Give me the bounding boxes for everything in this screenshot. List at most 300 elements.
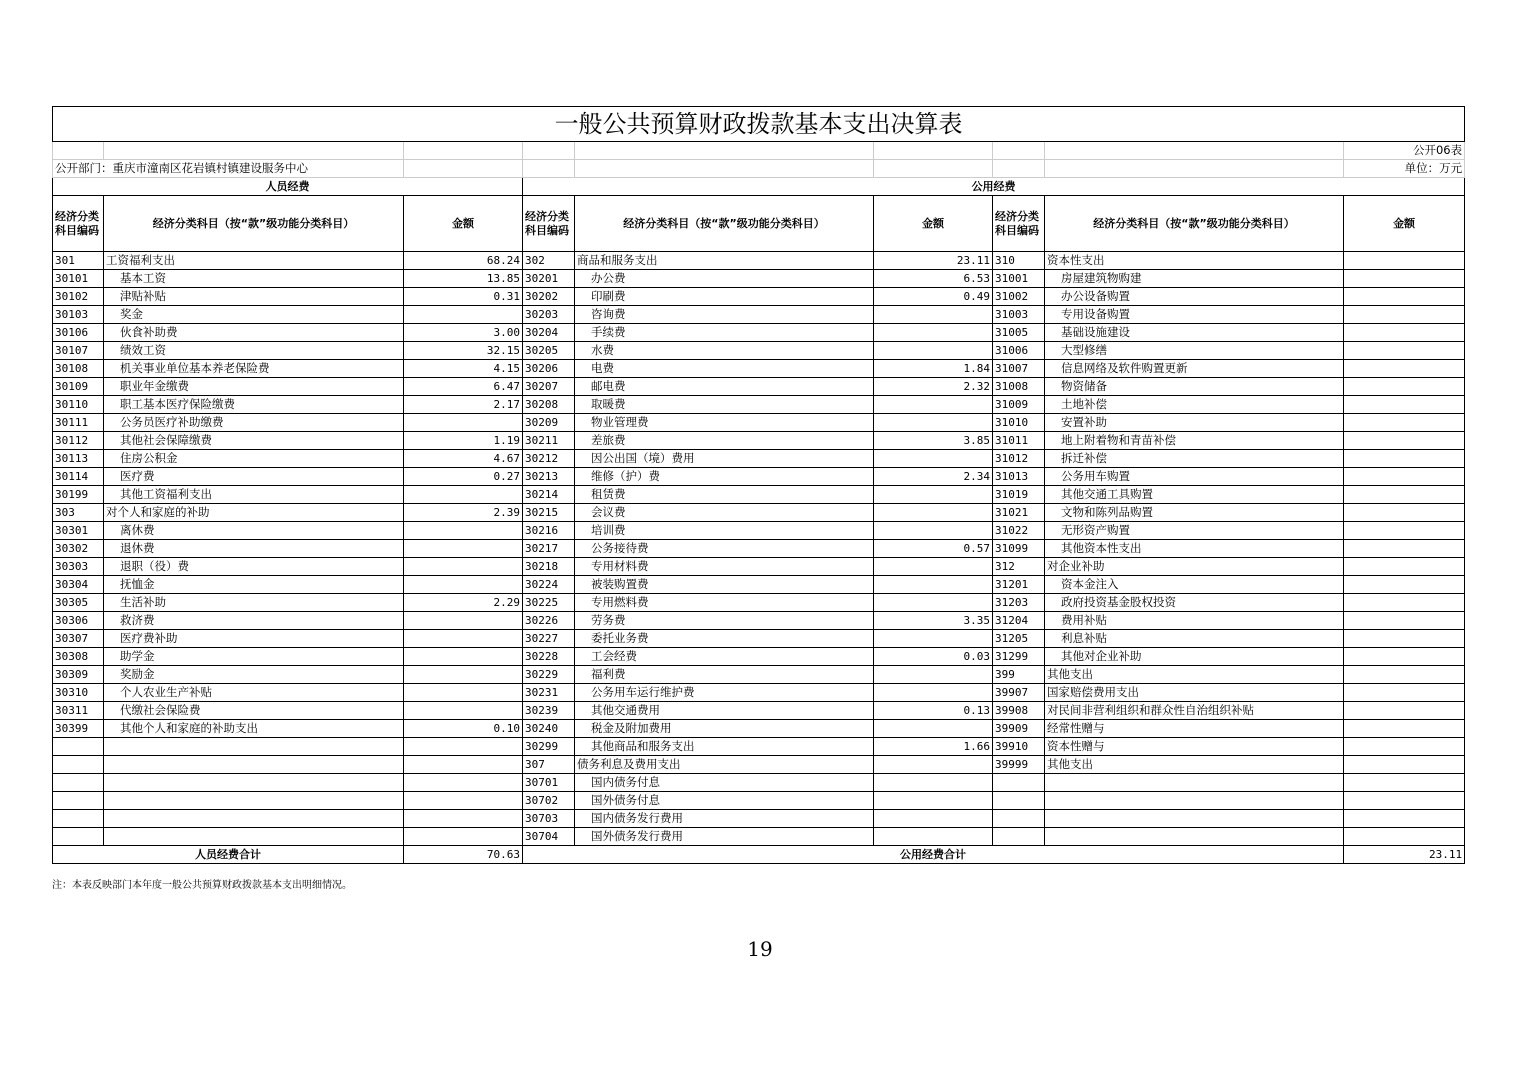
item-amount — [1344, 684, 1465, 702]
item-amount: 6.53 — [874, 270, 993, 288]
col-header-name: 经济分类科目（按“款”级功能分类科目） — [575, 196, 874, 252]
personnel-total-amount: 70.63 — [404, 846, 523, 864]
report-title: 一般公共预算财政拨款基本支出决算表 — [53, 107, 1465, 142]
table-row — [53, 828, 1465, 846]
item-name: 津贴补贴 — [104, 288, 404, 306]
item-amount: 2.34 — [874, 468, 993, 486]
item-code: 30207 — [523, 378, 575, 396]
item-name: 会议费 — [575, 504, 874, 522]
item-amount — [874, 756, 993, 774]
item-name: 公务接待费 — [575, 540, 874, 558]
item-amount — [1344, 738, 1465, 756]
item-code — [53, 774, 104, 792]
item-name: 救济费 — [104, 612, 404, 630]
item-code: 31002 — [993, 288, 1045, 306]
item-amount: 0.57 — [874, 540, 993, 558]
item-name: 租赁费 — [575, 486, 874, 504]
item-name: 对个人和家庭的补助 — [104, 504, 404, 522]
item-name: 医疗费 — [104, 468, 404, 486]
item-code: 301 — [53, 252, 104, 270]
item-amount — [1344, 378, 1465, 396]
item-name: 无形资产购置 — [1045, 522, 1344, 540]
item-code: 30107 — [53, 342, 104, 360]
item-amount: 6.47 — [404, 378, 523, 396]
table-row — [53, 270, 1465, 288]
item-amount — [874, 486, 993, 504]
item-amount: 1.84 — [874, 360, 993, 378]
item-code: 30704 — [523, 828, 575, 846]
item-name — [1045, 792, 1344, 810]
item-name: 奖励金 — [104, 666, 404, 684]
item-name: 办公费 — [575, 270, 874, 288]
item-name: 公务用车运行维护费 — [575, 684, 874, 702]
item-amount — [1344, 612, 1465, 630]
item-name: 资本金注入 — [1045, 576, 1344, 594]
item-code: 39908 — [993, 702, 1045, 720]
item-amount: 0.13 — [874, 702, 993, 720]
item-code — [53, 810, 104, 828]
item-code: 30399 — [53, 720, 104, 738]
item-amount: 0.10 — [404, 720, 523, 738]
item-code: 31203 — [993, 594, 1045, 612]
item-name: 国家赔偿费用支出 — [1045, 684, 1344, 702]
item-name: 退休费 — [104, 540, 404, 558]
table-row — [53, 792, 1465, 810]
item-code — [993, 828, 1045, 846]
item-amount — [1344, 504, 1465, 522]
item-amount — [404, 558, 523, 576]
item-code: 310 — [993, 252, 1045, 270]
item-name: 基本工资 — [104, 270, 404, 288]
item-amount — [404, 774, 523, 792]
item-name: 地上附着物和青苗补偿 — [1045, 432, 1344, 450]
item-code: 31022 — [993, 522, 1045, 540]
item-amount — [1344, 594, 1465, 612]
item-name: 文物和陈列品购置 — [1045, 504, 1344, 522]
item-amount — [874, 774, 993, 792]
item-name: 助学金 — [104, 648, 404, 666]
item-code: 30112 — [53, 432, 104, 450]
item-amount: 4.67 — [404, 450, 523, 468]
item-code: 31201 — [993, 576, 1045, 594]
col-header-code: 经济分类科目编码 — [993, 196, 1045, 252]
item-code: 30213 — [523, 468, 575, 486]
unit-label: 单位：万元 — [1344, 160, 1465, 178]
item-name: 土地补偿 — [1045, 396, 1344, 414]
table-row — [53, 414, 1465, 432]
item-code: 30225 — [523, 594, 575, 612]
col-header-code: 经济分类科目编码 — [523, 196, 575, 252]
item-amount — [1344, 288, 1465, 306]
item-name: 专用材料费 — [575, 558, 874, 576]
item-code: 30101 — [53, 270, 104, 288]
item-code: 30702 — [523, 792, 575, 810]
item-name: 差旅费 — [575, 432, 874, 450]
table-row — [53, 684, 1465, 702]
item-code: 312 — [993, 558, 1045, 576]
item-amount — [1344, 774, 1465, 792]
item-code: 30231 — [523, 684, 575, 702]
table-row — [53, 324, 1465, 342]
item-code: 30301 — [53, 522, 104, 540]
item-name: 退职（役）费 — [104, 558, 404, 576]
item-amount — [1344, 558, 1465, 576]
item-code: 30209 — [523, 414, 575, 432]
item-name: 生活补助 — [104, 594, 404, 612]
department-label: 公开部门：重庆市潼南区花岩镇村镇建设服务中心 — [53, 160, 404, 178]
item-amount — [1344, 360, 1465, 378]
public-total-amount: 23.11 — [1344, 846, 1465, 864]
item-name: 公务用车购置 — [1045, 468, 1344, 486]
item-name: 代缴社会保险费 — [104, 702, 404, 720]
item-amount — [404, 630, 523, 648]
item-amount — [874, 396, 993, 414]
item-amount — [874, 828, 993, 846]
item-amount — [1344, 666, 1465, 684]
col-header-name: 经济分类科目（按“款”级功能分类科目） — [1045, 196, 1344, 252]
item-code: 30240 — [523, 720, 575, 738]
item-code — [993, 810, 1045, 828]
item-amount — [1344, 702, 1465, 720]
item-amount — [1344, 396, 1465, 414]
item-amount: 4.15 — [404, 360, 523, 378]
table-row — [53, 342, 1465, 360]
item-name: 物业管理费 — [575, 414, 874, 432]
item-name: 房屋建筑物购建 — [1045, 270, 1344, 288]
item-code: 303 — [53, 504, 104, 522]
item-amount — [1344, 414, 1465, 432]
item-code: 30205 — [523, 342, 575, 360]
item-name: 拆迁补偿 — [1045, 450, 1344, 468]
item-amount — [874, 558, 993, 576]
item-amount — [1344, 630, 1465, 648]
item-code: 30199 — [53, 486, 104, 504]
item-code: 30310 — [53, 684, 104, 702]
item-name — [104, 756, 404, 774]
item-code: 399 — [993, 666, 1045, 684]
item-code — [993, 774, 1045, 792]
item-name: 抚恤金 — [104, 576, 404, 594]
item-name: 工会经费 — [575, 648, 874, 666]
item-code: 39910 — [993, 738, 1045, 756]
item-amount — [404, 666, 523, 684]
public-total-label: 公用经费合计 — [523, 846, 1344, 864]
item-code: 30307 — [53, 630, 104, 648]
item-name: 电费 — [575, 360, 874, 378]
item-amount — [1344, 720, 1465, 738]
item-name: 其他对企业补助 — [1045, 648, 1344, 666]
item-name: 大型修缮 — [1045, 342, 1344, 360]
item-code: 31021 — [993, 504, 1045, 522]
item-name: 维修（护）费 — [575, 468, 874, 486]
item-amount: 3.35 — [874, 612, 993, 630]
item-code: 30203 — [523, 306, 575, 324]
item-amount: 0.03 — [874, 648, 993, 666]
item-code: 30208 — [523, 396, 575, 414]
item-name: 费用补贴 — [1045, 612, 1344, 630]
item-amount — [1344, 486, 1465, 504]
item-name: 国外债务发行费用 — [575, 828, 874, 846]
item-code: 30216 — [523, 522, 575, 540]
item-name: 其他个人和家庭的补助支出 — [104, 720, 404, 738]
item-name: 职工基本医疗保险缴费 — [104, 396, 404, 414]
item-amount: 0.27 — [404, 468, 523, 486]
item-name: 职业年金缴费 — [104, 378, 404, 396]
item-code: 39909 — [993, 720, 1045, 738]
item-name: 咨询费 — [575, 306, 874, 324]
table-row — [53, 594, 1465, 612]
item-amount — [874, 720, 993, 738]
item-code: 31019 — [993, 486, 1045, 504]
table-row — [53, 630, 1465, 648]
item-code: 30102 — [53, 288, 104, 306]
item-amount — [404, 306, 523, 324]
item-code: 30202 — [523, 288, 575, 306]
item-name: 商品和服务支出 — [575, 252, 874, 270]
item-name: 资本性赠与 — [1045, 738, 1344, 756]
table-row — [53, 756, 1465, 774]
item-name: 取暖费 — [575, 396, 874, 414]
item-code: 31007 — [993, 360, 1045, 378]
item-code: 30113 — [53, 450, 104, 468]
item-code: 30309 — [53, 666, 104, 684]
item-amount: 68.24 — [404, 252, 523, 270]
col-header-amount: 金额 — [404, 196, 523, 252]
item-code: 30201 — [523, 270, 575, 288]
item-name: 办公设备购置 — [1045, 288, 1344, 306]
table-row — [53, 612, 1465, 630]
item-name: 基础设施建设 — [1045, 324, 1344, 342]
item-amount — [404, 648, 523, 666]
item-code: 30239 — [523, 702, 575, 720]
item-amount — [874, 576, 993, 594]
item-amount — [404, 738, 523, 756]
item-name: 手续费 — [575, 324, 874, 342]
item-code: 30108 — [53, 360, 104, 378]
report-document — [52, 106, 1464, 864]
item-name: 政府投资基金股权投资 — [1045, 594, 1344, 612]
table-row — [53, 720, 1465, 738]
table-row — [53, 738, 1465, 756]
item-amount: 0.31 — [404, 288, 523, 306]
item-name: 国外债务付息 — [575, 792, 874, 810]
item-code: 31010 — [993, 414, 1045, 432]
item-code: 30111 — [53, 414, 104, 432]
item-amount — [1344, 810, 1465, 828]
table-row — [53, 810, 1465, 828]
item-name: 委托业务费 — [575, 630, 874, 648]
item-amount: 13.85 — [404, 270, 523, 288]
item-name: 其他商品和服务支出 — [575, 738, 874, 756]
table-row — [53, 504, 1465, 522]
table-row — [53, 360, 1465, 378]
item-name: 税金及附加费用 — [575, 720, 874, 738]
item-name: 住房公积金 — [104, 450, 404, 468]
public-section-header: 公用经费 — [523, 178, 1465, 196]
item-name: 经常性赠与 — [1045, 720, 1344, 738]
item-code — [53, 756, 104, 774]
item-name: 水费 — [575, 342, 874, 360]
item-code: 30227 — [523, 630, 575, 648]
item-amount — [404, 828, 523, 846]
item-name: 专用设备购置 — [1045, 306, 1344, 324]
item-name: 工资福利支出 — [104, 252, 404, 270]
item-name: 绩效工资 — [104, 342, 404, 360]
item-name: 对民间非营利组织和群众性自治组织补贴 — [1045, 702, 1344, 720]
item-code: 30305 — [53, 594, 104, 612]
item-amount — [1344, 252, 1465, 270]
table-row — [53, 306, 1465, 324]
item-name: 邮电费 — [575, 378, 874, 396]
table-row — [53, 486, 1465, 504]
item-amount — [404, 810, 523, 828]
item-name: 对企业补助 — [1045, 558, 1344, 576]
item-code: 30308 — [53, 648, 104, 666]
item-amount — [404, 702, 523, 720]
col-header-amount: 金额 — [1344, 196, 1465, 252]
item-amount — [404, 756, 523, 774]
item-code: 39999 — [993, 756, 1045, 774]
item-code: 31099 — [993, 540, 1045, 558]
item-name — [104, 792, 404, 810]
item-amount: 3.85 — [874, 432, 993, 450]
table-row — [53, 666, 1465, 684]
item-amount — [1344, 450, 1465, 468]
item-amount: 1.19 — [404, 432, 523, 450]
item-code: 30299 — [523, 738, 575, 756]
item-amount — [1344, 342, 1465, 360]
item-code — [53, 738, 104, 756]
item-amount: 23.11 — [874, 252, 993, 270]
item-name: 其他工资福利支出 — [104, 486, 404, 504]
table-row — [53, 432, 1465, 450]
item-name: 医疗费补助 — [104, 630, 404, 648]
item-code: 31205 — [993, 630, 1045, 648]
item-name: 其他交通费用 — [575, 702, 874, 720]
table-row — [53, 774, 1465, 792]
item-name: 其他支出 — [1045, 756, 1344, 774]
table-row — [53, 378, 1465, 396]
personnel-total-label: 人员经费合计 — [53, 846, 404, 864]
item-amount: 1.66 — [874, 738, 993, 756]
item-name: 个人农业生产补贴 — [104, 684, 404, 702]
item-code: 30103 — [53, 306, 104, 324]
item-name: 印刷费 — [575, 288, 874, 306]
item-code: 30306 — [53, 612, 104, 630]
table-row — [53, 288, 1465, 306]
item-name: 信息网络及软件购置更新 — [1045, 360, 1344, 378]
item-code: 30206 — [523, 360, 575, 378]
table-row — [53, 702, 1465, 720]
item-name — [104, 828, 404, 846]
item-amount — [874, 450, 993, 468]
item-amount — [404, 612, 523, 630]
item-code: 30226 — [523, 612, 575, 630]
expenditure-table — [52, 106, 1465, 864]
item-name — [104, 810, 404, 828]
item-name: 其他资本性支出 — [1045, 540, 1344, 558]
item-code: 30304 — [53, 576, 104, 594]
item-amount — [1344, 540, 1465, 558]
table-row — [53, 648, 1465, 666]
col-header-name: 经济分类科目（按“款”级功能分类科目） — [104, 196, 404, 252]
item-amount — [874, 594, 993, 612]
item-code: 30701 — [523, 774, 575, 792]
item-amount — [1344, 792, 1465, 810]
item-amount: 2.29 — [404, 594, 523, 612]
item-amount — [1344, 270, 1465, 288]
item-amount: 0.49 — [874, 288, 993, 306]
item-code: 31006 — [993, 342, 1045, 360]
item-code: 31009 — [993, 396, 1045, 414]
item-code: 31012 — [993, 450, 1045, 468]
item-amount — [404, 414, 523, 432]
item-amount — [874, 324, 993, 342]
item-amount — [874, 810, 993, 828]
item-amount: 2.32 — [874, 378, 993, 396]
table-row — [53, 576, 1465, 594]
item-name: 利息补贴 — [1045, 630, 1344, 648]
item-amount — [1344, 576, 1465, 594]
form-number: 公开06表 — [1344, 142, 1465, 160]
item-code: 30217 — [523, 540, 575, 558]
table-row — [53, 468, 1465, 486]
item-name: 因公出国（境）费用 — [575, 450, 874, 468]
item-name: 资本性支出 — [1045, 252, 1344, 270]
item-amount — [404, 684, 523, 702]
item-code: 31008 — [993, 378, 1045, 396]
col-header-amount: 金额 — [874, 196, 993, 252]
item-name — [1045, 810, 1344, 828]
item-code: 30215 — [523, 504, 575, 522]
item-name: 劳务费 — [575, 612, 874, 630]
item-name: 培训费 — [575, 522, 874, 540]
item-code: 30204 — [523, 324, 575, 342]
item-code: 302 — [523, 252, 575, 270]
item-name: 安置补助 — [1045, 414, 1344, 432]
item-name: 专用燃料费 — [575, 594, 874, 612]
item-amount — [1344, 522, 1465, 540]
item-code: 31003 — [993, 306, 1045, 324]
item-name: 离休费 — [104, 522, 404, 540]
item-name: 其他交通工具购置 — [1045, 486, 1344, 504]
item-amount — [1344, 306, 1465, 324]
item-code: 30211 — [523, 432, 575, 450]
item-code: 30228 — [523, 648, 575, 666]
item-amount — [874, 522, 993, 540]
item-code: 307 — [523, 756, 575, 774]
item-code: 31011 — [993, 432, 1045, 450]
item-name — [1045, 774, 1344, 792]
table-row — [53, 540, 1465, 558]
item-name — [104, 774, 404, 792]
item-name: 公务员医疗补助缴费 — [104, 414, 404, 432]
item-name: 福利费 — [575, 666, 874, 684]
item-amount — [404, 522, 523, 540]
item-name: 伙食补助费 — [104, 324, 404, 342]
item-amount: 3.00 — [404, 324, 523, 342]
item-code: 31299 — [993, 648, 1045, 666]
item-amount — [874, 504, 993, 522]
item-name: 债务利息及费用支出 — [575, 756, 874, 774]
table-row — [53, 450, 1465, 468]
item-code: 30109 — [53, 378, 104, 396]
item-amount — [404, 576, 523, 594]
item-name: 其他社会保障缴费 — [104, 432, 404, 450]
item-amount — [874, 684, 993, 702]
item-code: 30229 — [523, 666, 575, 684]
item-name: 国内债务付息 — [575, 774, 874, 792]
